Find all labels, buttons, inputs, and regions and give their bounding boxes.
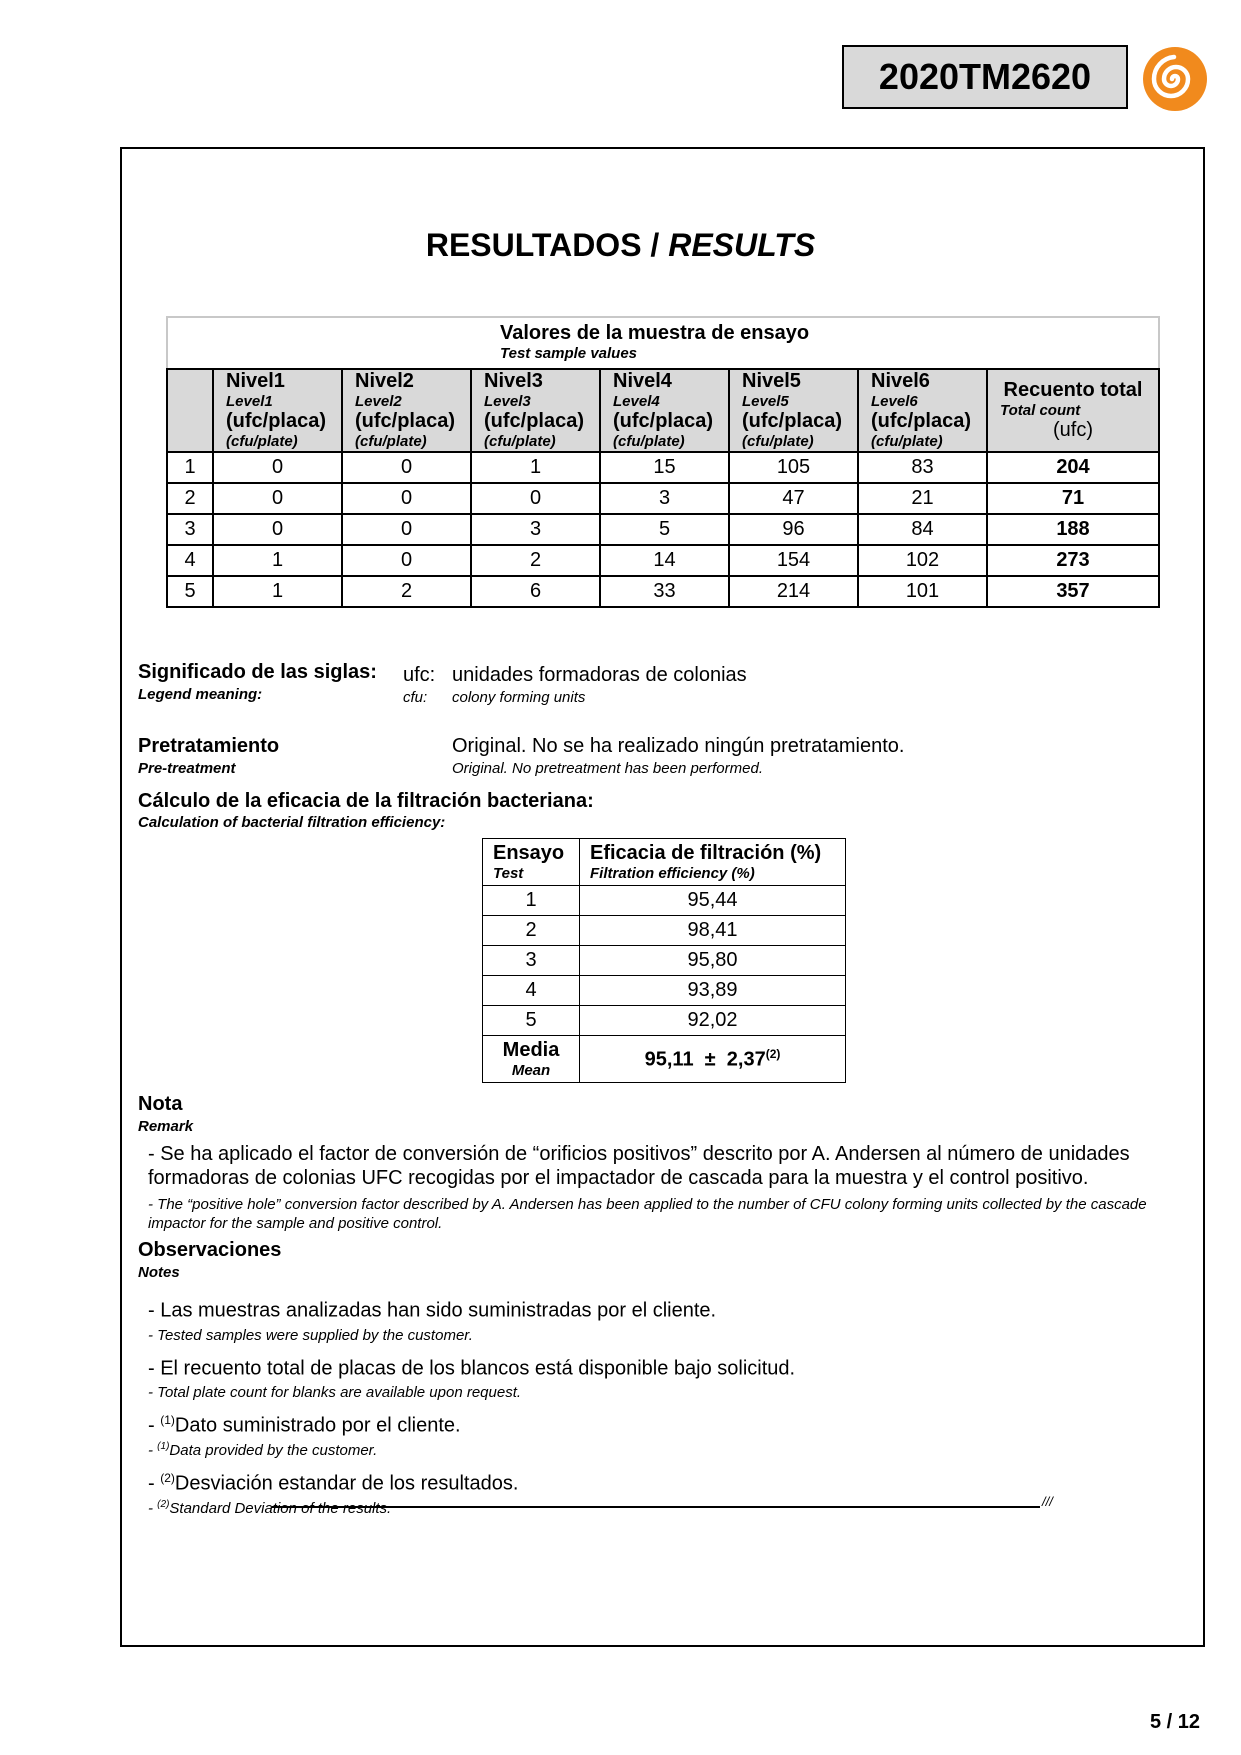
note-text-en: Tested samples were supplied by the customer. xyxy=(157,1326,473,1344)
list-item xyxy=(148,1293,1188,1345)
level-header-row xyxy=(167,369,1159,452)
level-value: 5 xyxy=(600,514,729,545)
col1-es: Ensayo xyxy=(493,842,565,864)
level-unit: (ufc/placa) xyxy=(871,410,972,433)
level-header-6 xyxy=(858,369,987,452)
total-label-en: Total count xyxy=(1000,401,1081,419)
end-rule xyxy=(272,1506,1040,1508)
note-text: Dato suministrado por el cliente. xyxy=(174,1414,461,1437)
level-value: 1 xyxy=(471,452,600,483)
level-value: 2 xyxy=(471,545,600,576)
notes-list xyxy=(148,1293,1188,1524)
note-footnote-ref: (2) xyxy=(160,1470,175,1485)
table-row xyxy=(167,576,1159,607)
pretreatment-text: Original. No se ha realizado ningún pretratamiento. xyxy=(452,735,905,757)
row-number: 3 xyxy=(167,514,213,545)
mean-label-cell xyxy=(483,1036,580,1083)
level-value: 84 xyxy=(858,514,987,545)
level-value: 101 xyxy=(858,576,987,607)
level-value: 1 xyxy=(213,576,342,607)
title-es: RESULTADOS / xyxy=(425,227,660,263)
mean-es: Media xyxy=(502,1038,560,1061)
note-text: Las muestras analizadas han sido suministradas por el cliente. xyxy=(160,1299,717,1322)
legend-label-en: Legend meaning: xyxy=(138,686,263,703)
table-row xyxy=(483,946,846,976)
efficiency-col1-header xyxy=(483,839,580,886)
total-count-header xyxy=(987,369,1159,452)
level-unit: (ufc/placa) xyxy=(355,410,456,433)
legend-abbr-en: cfu: xyxy=(403,689,428,706)
level-value: 0 xyxy=(342,452,471,483)
efficiency-table-body xyxy=(483,886,846,1036)
caption-es: Valores de la muestra de ensayo xyxy=(500,322,810,344)
row-number: 4 xyxy=(167,545,213,576)
total-label: Recuento total xyxy=(1003,378,1143,401)
remark-text-en: - The “positive hole” conversion factor described by A. Andersen has been applied to the number of CFU colony forming units collected by the cascade impactor for the sample and positive control. xyxy=(148,1196,1147,1232)
note-footnote-ref-en: (2) xyxy=(157,1498,170,1510)
results-table xyxy=(166,316,1160,608)
level-name-en: Level3 xyxy=(484,393,531,410)
note-text: El recuento total de placas de los blancos está disponible bajo solicitud. xyxy=(160,1357,796,1380)
level-header-1 xyxy=(213,369,342,452)
level-value: 15 xyxy=(600,452,729,483)
level-unit: (ufc/placa) xyxy=(613,410,714,433)
pretreatment-label: Pretratamiento xyxy=(138,735,280,757)
mean-footnote-ref: (2) xyxy=(765,1046,781,1061)
level-value: 47 xyxy=(729,483,858,514)
level-value: 105 xyxy=(729,452,858,483)
level-value: 3 xyxy=(471,514,600,545)
row-number: 5 xyxy=(167,576,213,607)
total-count: 204 xyxy=(987,452,1159,483)
efficiency-value: 98,41 xyxy=(580,916,846,946)
note-prefix-en: - xyxy=(148,1441,158,1459)
list-item xyxy=(148,1466,1188,1518)
level-unit-en: (cfu/plate) xyxy=(484,433,556,451)
note-prefix-en: - xyxy=(148,1384,158,1402)
level-unit-en: (cfu/plate) xyxy=(355,433,427,451)
document-code: 2020TM2620 xyxy=(878,56,1092,97)
results-table-caption xyxy=(167,317,1159,369)
note-footnote-ref-en: (1) xyxy=(157,1440,170,1452)
row-number: 1 xyxy=(167,452,213,483)
note-prefix: - xyxy=(148,1299,161,1322)
level-unit: (ufc/placa) xyxy=(484,410,585,433)
table-row xyxy=(483,886,846,916)
pretreatment-text-en: Original. No pretreatment has been performed. xyxy=(452,760,763,777)
notes-label: Observaciones xyxy=(138,1239,282,1261)
index-header xyxy=(167,369,213,452)
page-number: 5 / 12 xyxy=(1150,1711,1201,1733)
level-header-3 xyxy=(471,369,600,452)
level-unit-en: (cfu/plate) xyxy=(226,433,298,451)
note-footnote-ref: (1) xyxy=(160,1413,175,1428)
note-prefix: - xyxy=(148,1357,161,1380)
table-row xyxy=(483,1006,846,1036)
remark-label: Nota xyxy=(138,1093,183,1115)
test-number: 3 xyxy=(483,946,580,976)
level-value: 33 xyxy=(600,576,729,607)
efficiency-table xyxy=(482,838,846,1083)
level-name-en: Level6 xyxy=(871,393,918,410)
level-value: 0 xyxy=(471,483,600,514)
total-unit: (ufc) xyxy=(1053,418,1093,441)
level-unit: (ufc/placa) xyxy=(226,410,327,433)
total-count: 357 xyxy=(987,576,1159,607)
calculation-label: Cálculo de la eficacia de la filtración bacteriana: xyxy=(138,790,594,812)
level-value: 83 xyxy=(858,452,987,483)
note-text-en: Data provided by the customer. xyxy=(169,1441,378,1459)
col2-es: Eficacia de filtración (%) xyxy=(590,842,822,864)
level-header-2 xyxy=(342,369,471,452)
efficiency-value: 92,02 xyxy=(580,1006,846,1036)
remark-text: - Se ha aplicado el factor de conversión de “orificios positivos” descrito por A. Andersen al número de unidades formadoras de colonias UFC recogidas por el impactador de cascada para la muestra y el control positivo. xyxy=(148,1143,1130,1189)
level-value: 14 xyxy=(600,545,729,576)
table-row xyxy=(483,976,846,1006)
col2-en: Filtration efficiency (%) xyxy=(590,865,755,882)
level-value: 1 xyxy=(213,545,342,576)
calculation-label-en: Calculation of bacterial filtration efficiency: xyxy=(138,814,446,831)
list-item xyxy=(148,1351,1188,1403)
note-prefix-en: - xyxy=(148,1326,158,1344)
note-text: Desviación estandar de los resultados. xyxy=(174,1472,519,1495)
test-number: 5 xyxy=(483,1006,580,1036)
orange-spiral-logo-icon xyxy=(1140,44,1210,114)
remark-label-en: Remark xyxy=(138,1118,194,1135)
level-header-5 xyxy=(729,369,858,452)
level-value: 0 xyxy=(342,483,471,514)
level-value: 0 xyxy=(342,545,471,576)
mean-en: Mean xyxy=(511,1061,551,1079)
legend-definition: unidades formadoras de colonias xyxy=(452,664,747,686)
note-prefix-en: - xyxy=(148,1499,158,1517)
efficiency-col2-header xyxy=(580,839,846,886)
table-row xyxy=(167,483,1159,514)
end-marker: /// xyxy=(1042,1494,1053,1509)
level-header-4 xyxy=(600,369,729,452)
mean-value: 95,11 ± 2,37 xyxy=(644,1048,766,1071)
efficiency-value: 95,80 xyxy=(580,946,846,976)
col1-en: Test xyxy=(493,865,524,882)
level-value: 21 xyxy=(858,483,987,514)
level-name-en: Level5 xyxy=(742,393,789,410)
level-value: 0 xyxy=(342,514,471,545)
list-item xyxy=(148,1408,1188,1460)
table-row xyxy=(167,514,1159,545)
note-text-en: Total plate count for blanks are available upon request. xyxy=(157,1384,522,1402)
pretreatment-label-en: Pre-treatment xyxy=(138,760,236,777)
efficiency-header-row xyxy=(483,839,846,886)
level-name-en: Level1 xyxy=(226,393,273,410)
efficiency-value: 93,89 xyxy=(580,976,846,1006)
level-unit: (ufc/placa) xyxy=(742,410,843,433)
level-unit-en: (cfu/plate) xyxy=(742,433,814,451)
table-row xyxy=(167,452,1159,483)
document-code-box xyxy=(842,45,1128,109)
level-value: 96 xyxy=(729,514,858,545)
level-name: Nivel1 xyxy=(226,370,285,392)
mean-value-cell xyxy=(580,1036,846,1083)
total-count: 273 xyxy=(987,545,1159,576)
level-name-en: Level2 xyxy=(355,393,402,410)
caption-en: Test sample values xyxy=(500,345,638,362)
legend-definition-en: colony forming units xyxy=(452,689,586,706)
level-value: 6 xyxy=(471,576,600,607)
total-count: 188 xyxy=(987,514,1159,545)
note-text-en: Standard Deviation of the results. xyxy=(169,1499,392,1517)
level-name-en: Level4 xyxy=(613,393,660,410)
level-value: 0 xyxy=(213,452,342,483)
total-count: 71 xyxy=(987,483,1159,514)
table-row xyxy=(167,545,1159,576)
title-en: RESULTS xyxy=(668,227,816,263)
test-number: 4 xyxy=(483,976,580,1006)
efficiency-value: 95,44 xyxy=(580,886,846,916)
row-number: 2 xyxy=(167,483,213,514)
level-value: 214 xyxy=(729,576,858,607)
level-name: Nivel4 xyxy=(613,370,672,392)
level-name: Nivel5 xyxy=(742,370,801,392)
level-name: Nivel6 xyxy=(871,370,930,392)
level-name: Nivel3 xyxy=(484,370,543,392)
notes-label-en: Notes xyxy=(138,1264,180,1281)
level-value: 2 xyxy=(342,576,471,607)
level-unit-en: (cfu/plate) xyxy=(613,433,685,451)
level-value: 0 xyxy=(213,483,342,514)
legend-label: Significado de las siglas: xyxy=(138,661,377,683)
note-prefix: - xyxy=(148,1472,161,1495)
level-unit-en: (cfu/plate) xyxy=(871,433,943,451)
level-value: 0 xyxy=(213,514,342,545)
test-number: 1 xyxy=(483,886,580,916)
mean-row xyxy=(483,1036,846,1083)
level-value: 3 xyxy=(600,483,729,514)
legend-abbr: ufc: xyxy=(403,664,436,686)
results-table-body xyxy=(167,452,1159,607)
level-value: 154 xyxy=(729,545,858,576)
level-name: Nivel2 xyxy=(355,370,414,392)
test-number: 2 xyxy=(483,916,580,946)
table-row xyxy=(483,916,846,946)
level-value: 102 xyxy=(858,545,987,576)
page-title xyxy=(0,227,1241,264)
note-prefix: - xyxy=(148,1414,161,1437)
